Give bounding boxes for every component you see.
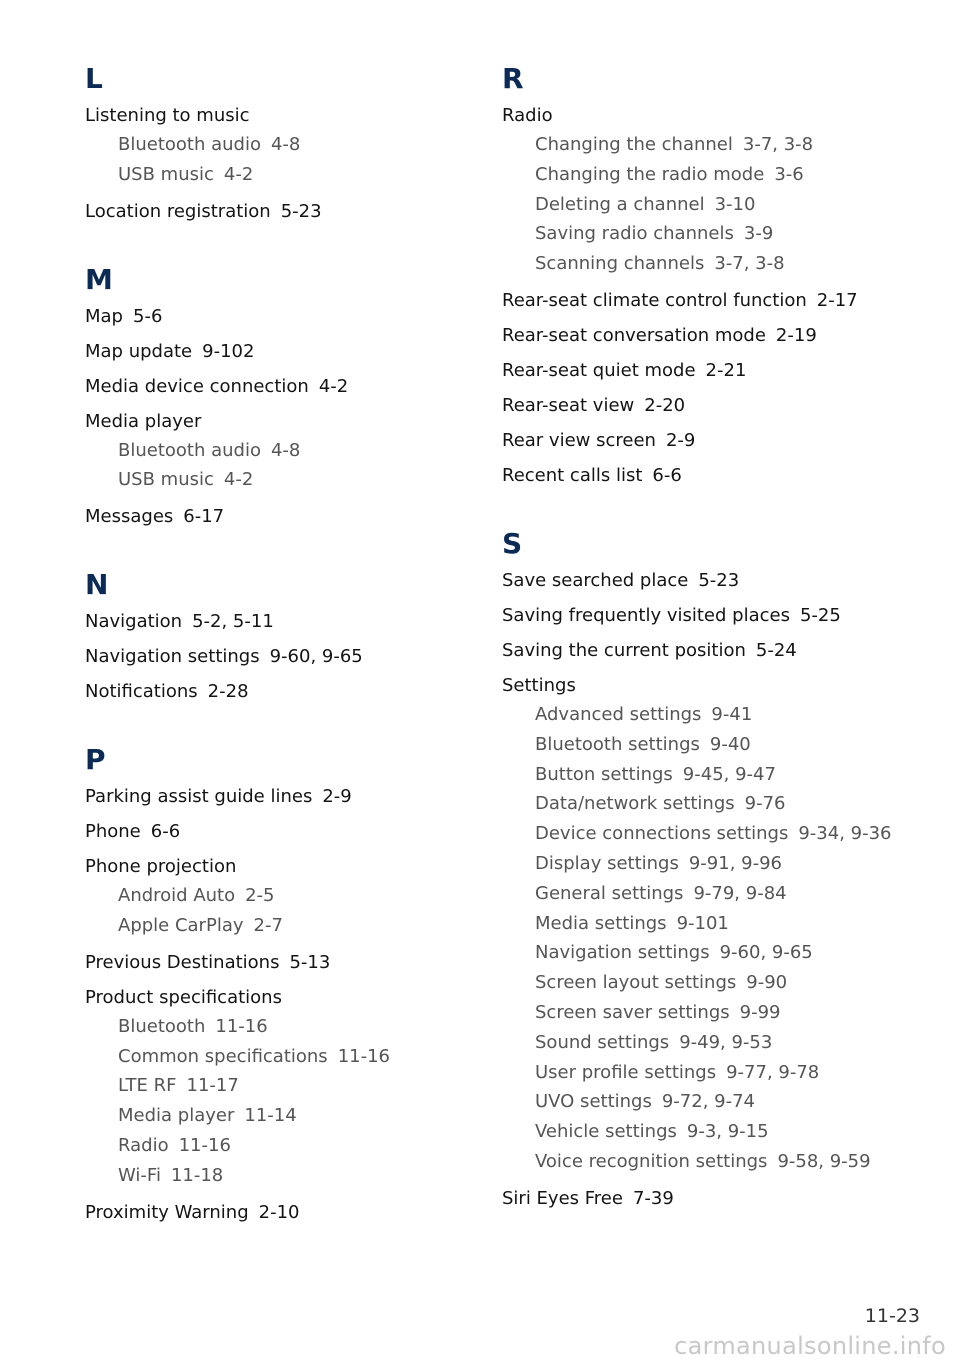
sub-entry <box>85 881 465 911</box>
sub-entry <box>502 249 922 279</box>
sub-entry <box>85 1131 465 1161</box>
entry-line <box>85 374 465 400</box>
entry-term: Rear-seat conversation mode <box>502 324 766 346</box>
entry-term: Rear-seat view <box>502 394 635 416</box>
sub-entry-term: Sound settings <box>535 1031 670 1053</box>
index-column-left <box>85 58 465 1226</box>
entry-line <box>85 644 465 670</box>
entry-term: Siri Eyes Free <box>502 1187 623 1209</box>
sub-entry-pages: 11-16 <box>337 1045 391 1067</box>
sub-entry-pages: 9-99 <box>739 1001 781 1023</box>
entry-term: Navigation settings <box>85 646 260 668</box>
sub-entry <box>502 909 922 939</box>
index-entry <box>85 409 465 496</box>
entry-line <box>502 103 922 129</box>
entry-pages: 4-2 <box>318 375 349 397</box>
sub-entry-term: Bluetooth settings <box>535 733 700 755</box>
sub-entry-term: Scanning channels <box>535 253 705 275</box>
sub-entry <box>502 160 922 190</box>
sub-entry-pages: 11-14 <box>244 1105 297 1127</box>
index-section <box>85 564 465 705</box>
section-letter: M <box>85 262 113 296</box>
sub-entry-term: Deleting a channel <box>535 193 705 215</box>
entry-term: Messages <box>85 506 174 528</box>
entry-pages: 6-6 <box>652 464 682 486</box>
sub-entry-pages: 3-6 <box>774 163 804 185</box>
sub-entry-term: Screen layout settings <box>535 972 737 994</box>
entry-pages: 5-23 <box>698 569 740 591</box>
sub-entry <box>85 465 465 495</box>
entry-pages: 5-2, 5-11 <box>192 611 274 633</box>
sub-entry-pages: 9-49, 9-53 <box>679 1031 773 1053</box>
entry-line <box>85 339 465 365</box>
entry-term: Phone projection <box>85 856 237 878</box>
index-entry <box>502 288 922 314</box>
sub-entry-term: USB music <box>118 469 214 491</box>
sub-entry-term: Common specifications <box>118 1045 328 1067</box>
sub-entry-pages: 9-3, 9-15 <box>686 1121 769 1143</box>
sub-entry-term: Navigation settings <box>535 942 710 964</box>
sub-entry-pages: 9-60, 9-65 <box>719 942 813 964</box>
sub-entry-pages: 9-34, 9-36 <box>798 823 892 845</box>
entry-term: Settings <box>502 674 576 696</box>
sub-entry-pages: 4-8 <box>270 134 301 155</box>
sub-entry-pages: 9-91, 9-96 <box>688 852 783 874</box>
entry-pages: 2-17 <box>816 289 858 311</box>
index-entry <box>502 638 922 664</box>
entry-term: Notifications <box>85 681 198 703</box>
index-entry <box>85 644 465 670</box>
index-entry <box>85 609 465 635</box>
sub-entries <box>502 700 922 1177</box>
index-entry <box>85 199 465 225</box>
sub-entry-term: LTE RF <box>118 1075 177 1097</box>
entry-term: Location registration <box>85 200 271 222</box>
entry-pages: 5-25 <box>799 604 841 626</box>
entry-pages: 7-39 <box>632 1187 674 1209</box>
entry-term: Listening to music <box>85 105 250 126</box>
page-number: 11-23 <box>864 1305 920 1327</box>
sub-entry-term: Vehicle settings <box>535 1121 677 1143</box>
sub-entry-term: Screen saver settings <box>535 1001 730 1023</box>
section-letter: S <box>502 526 523 560</box>
sub-entry <box>502 760 922 790</box>
sub-entry <box>502 1087 922 1117</box>
entry-pages: 2-9 <box>322 786 352 808</box>
sub-entry <box>85 1101 465 1131</box>
entry-term: Radio <box>502 105 553 126</box>
sub-entry <box>85 1161 465 1191</box>
sub-entry <box>502 219 922 249</box>
sub-entry-term: Advanced settings <box>535 703 702 725</box>
sub-entry-pages: 9-101 <box>676 912 729 934</box>
sub-entry-pages: 3-7, 3-8 <box>742 134 814 155</box>
sub-entry <box>502 968 922 998</box>
index-entry <box>502 568 922 594</box>
entry-term: Saving the current position <box>502 639 746 661</box>
entry-line <box>502 1186 922 1212</box>
index-section <box>85 58 465 225</box>
entry-line <box>502 393 922 419</box>
entry-line <box>85 985 465 1011</box>
index-entry <box>502 673 922 1177</box>
sub-entry <box>85 911 465 941</box>
sub-entry-term: Bluetooth <box>118 1015 206 1037</box>
entry-term: Parking assist guide lines <box>85 786 313 808</box>
sub-entry-term: Device connections settings <box>535 823 789 845</box>
section-letter: P <box>85 743 106 777</box>
sub-entry-term: Data/network settings <box>535 793 735 815</box>
sub-entry <box>502 1147 922 1177</box>
entry-term: Previous Destinations <box>85 951 280 973</box>
sub-entry-pages: 9-77, 9-78 <box>726 1061 820 1083</box>
sub-entry-pages: 4-8 <box>270 439 301 461</box>
entry-pages: 2-28 <box>207 681 249 703</box>
sub-entry-term: USB music <box>118 163 214 185</box>
index-section <box>85 739 465 1225</box>
sub-entry-pages: 9-90 <box>746 972 788 994</box>
sub-entries <box>502 130 922 279</box>
entry-line <box>85 103 465 129</box>
sub-entry-pages: 11-16 <box>215 1015 268 1037</box>
sub-entry-term: Saving radio channels <box>535 223 734 245</box>
sub-entry-term: Button settings <box>535 763 673 785</box>
sub-entry-term: General settings <box>535 882 684 904</box>
entry-term: Product specifications <box>85 986 282 1008</box>
sub-entry-term: Display settings <box>535 852 679 874</box>
entry-term: Map <box>85 305 123 327</box>
sub-entry-term: User profile settings <box>535 1061 717 1083</box>
entry-line <box>502 463 922 489</box>
sub-entry <box>502 879 922 909</box>
index-entry <box>85 985 465 1191</box>
entry-line <box>85 304 465 330</box>
sub-entry-term: Apple CarPlay <box>118 914 244 936</box>
entry-pages: 9-102 <box>202 340 255 362</box>
sub-entry <box>85 1042 465 1072</box>
section-letter: R <box>502 62 524 95</box>
entry-line <box>502 568 922 594</box>
entry-term: Map update <box>85 340 193 362</box>
entry-pages: 5-6 <box>133 305 163 327</box>
sub-entry-pages: 11-18 <box>170 1164 224 1186</box>
entry-pages: 2-9 <box>665 429 696 451</box>
sub-entry-term: Wi-Fi <box>118 1164 161 1186</box>
entry-term: Save searched place <box>502 569 689 591</box>
entry-line <box>85 409 465 435</box>
sub-entry-pages: 9-79, 9-84 <box>693 882 787 904</box>
sub-entry <box>502 789 922 819</box>
sub-entry-term: Media player <box>118 1105 235 1127</box>
sub-entries <box>85 1012 465 1191</box>
sub-entry-term: Radio <box>118 1134 169 1156</box>
sub-entry <box>85 1012 465 1042</box>
sub-entry-term: Bluetooth audio <box>118 134 261 155</box>
entry-line <box>502 673 922 699</box>
entry-line <box>502 428 922 454</box>
entry-line <box>85 504 465 530</box>
sub-entry-term: Media settings <box>535 912 667 934</box>
sub-entry <box>502 819 922 849</box>
index-entry <box>85 103 465 190</box>
entry-pages: 5-13 <box>289 951 331 973</box>
sub-entry-pages: 11-17 <box>186 1075 239 1097</box>
sub-entry-pages: 3-9 <box>743 223 774 245</box>
sub-entry <box>502 130 922 160</box>
sub-entry-pages: 9-40 <box>709 733 751 755</box>
sub-entry <box>502 190 922 220</box>
entry-line <box>85 854 465 880</box>
index-entry <box>502 358 922 384</box>
sub-entry <box>502 938 922 968</box>
sub-entry-pages: 9-76 <box>744 793 786 815</box>
entry-line <box>85 609 465 635</box>
sub-entry-pages: 9-45, 9-47 <box>682 763 776 785</box>
index-entry <box>502 428 922 454</box>
entry-pages: 6-17 <box>183 506 225 528</box>
entry-pages: 2-19 <box>775 324 817 346</box>
index-entry <box>502 1186 922 1212</box>
entry-term: Rear-seat quiet mode <box>502 359 696 381</box>
entry-pages: 5-23 <box>280 200 322 222</box>
index-entry <box>85 679 465 705</box>
watermark: carmanualsonline.info <box>674 1332 946 1360</box>
sub-entry-pages: 3-10 <box>714 193 756 215</box>
entry-term: Recent calls list <box>502 464 643 486</box>
sub-entry-term: UVO settings <box>535 1091 652 1113</box>
sub-entry-term: Android Auto <box>118 885 236 907</box>
entry-line <box>85 679 465 705</box>
sub-entry-term: Bluetooth audio <box>118 439 261 461</box>
sub-entry-pages: 11-16 <box>178 1134 231 1156</box>
sub-entry <box>502 1028 922 1058</box>
sub-entry-pages: 2-5 <box>245 885 275 907</box>
sub-entries <box>85 881 465 941</box>
sub-entry-pages: 9-72, 9-74 <box>661 1091 755 1113</box>
sub-entry-pages: 9-58, 9-59 <box>777 1150 871 1172</box>
index-entry <box>85 304 465 330</box>
index-entry <box>85 854 465 941</box>
sub-entry <box>85 130 465 160</box>
entry-term: Media device connection <box>85 375 309 397</box>
entry-pages: 2-20 <box>644 394 686 416</box>
sub-entry-pages: 4-2 <box>223 163 254 185</box>
index-entry <box>85 784 465 810</box>
entry-pages: 2-10 <box>258 1201 300 1223</box>
entry-term: Saving frequently visited places <box>502 604 790 626</box>
index-entry <box>85 819 465 845</box>
index-entry <box>502 103 922 279</box>
entry-line <box>85 950 465 976</box>
entry-pages: 5-24 <box>755 639 797 661</box>
index-entry <box>502 463 922 489</box>
index-column-right <box>502 58 922 1212</box>
entry-term: Proximity Warning <box>85 1201 249 1223</box>
entry-line <box>85 819 465 845</box>
entry-pages: 2-21 <box>705 359 747 381</box>
entry-pages: 6-6 <box>150 821 181 843</box>
sub-entry <box>502 998 922 1028</box>
sub-entry <box>502 730 922 760</box>
index-entry <box>502 393 922 419</box>
entry-term: Rear view screen <box>502 429 656 451</box>
index-entry <box>85 374 465 400</box>
sub-entry <box>502 1117 922 1147</box>
entry-line <box>85 784 465 810</box>
entry-line <box>502 603 922 629</box>
entry-line <box>85 199 465 225</box>
index-entry <box>85 950 465 976</box>
sub-entry-term: Changing the channel <box>535 134 733 155</box>
entry-line <box>502 638 922 664</box>
entry-term: Phone <box>85 821 141 843</box>
sub-entry-term: Changing the radio mode <box>535 163 765 185</box>
index-entry <box>85 339 465 365</box>
section-letter: L <box>85 62 103 95</box>
section-letter: N <box>85 568 109 602</box>
index-section <box>502 523 922 1212</box>
sub-entry-term: Voice recognition settings <box>535 1150 768 1172</box>
entry-line <box>502 323 922 349</box>
entry-pages: 9-60, 9-65 <box>269 646 363 668</box>
index-entry <box>85 1200 465 1226</box>
index-section <box>85 259 465 531</box>
sub-entry <box>85 436 465 466</box>
sub-entry <box>502 849 922 879</box>
index-section <box>502 58 922 489</box>
sub-entry <box>85 1071 465 1101</box>
sub-entries <box>85 436 465 496</box>
sub-entry <box>85 160 465 190</box>
entry-line <box>502 358 922 384</box>
entry-line <box>85 1200 465 1226</box>
sub-entry <box>502 1058 922 1088</box>
index-entry <box>85 504 465 530</box>
entry-line <box>502 288 922 314</box>
entry-term: Rear-seat climate control function <box>502 289 807 311</box>
index-entry <box>502 603 922 629</box>
entry-term: Navigation <box>85 611 183 633</box>
sub-entry-pages: 4-2 <box>223 469 254 491</box>
sub-entry-pages: 3-7, 3-8 <box>714 253 785 275</box>
sub-entries <box>85 130 465 190</box>
index-entry <box>502 323 922 349</box>
sub-entry-pages: 2-7 <box>253 914 283 936</box>
sub-entry <box>502 700 922 730</box>
sub-entry-pages: 9-41 <box>711 703 753 725</box>
entry-term: Media player <box>85 410 202 432</box>
